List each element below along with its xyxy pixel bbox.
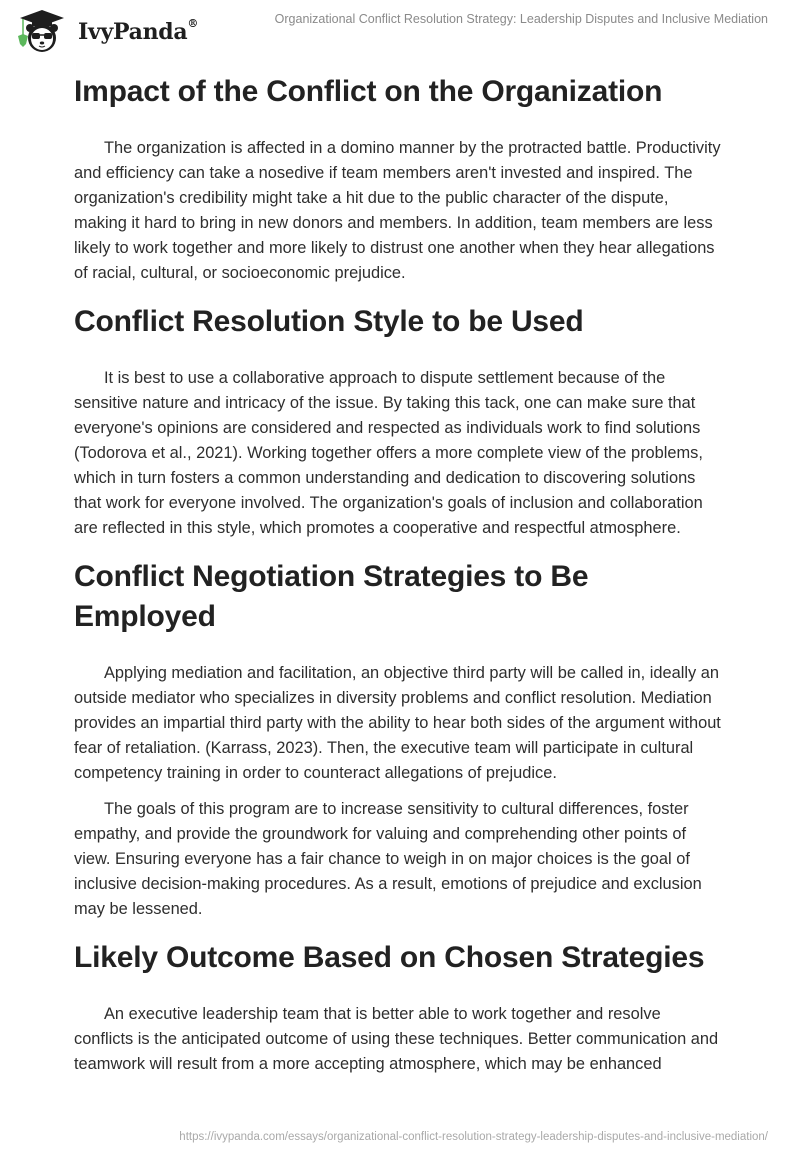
section-heading-likely-outcome: Likely Outcome Based on Chosen Strategies xyxy=(74,941,705,974)
section-heading-negotiation-strategies: Conflict Negotiation Strategies to Be Employed xyxy=(74,560,589,633)
section-heading-resolution-style: Conflict Resolution Style to be Used xyxy=(74,305,584,338)
paragraph: It is best to use a collaborative approach to dispute settlement because of the sensitive nature and intricacy of the issue. By taking this tack, one can make sure that everyone's opinions are considered and respected as individuals work to find solutions (Todorova et al., 2021). Working together offers a more complete view of the problems, which in turn fosters a common understanding and dedication to discovering solutions that work for everyone involved. The organization's goals of inclusion and collaboration are reflected in this style, which promotes a cooperative and respectful atmosphere. xyxy=(74,369,703,537)
panda-graduate-icon xyxy=(12,6,76,54)
page-header xyxy=(0,0,800,56)
source-url-link[interactable]: https://ivypanda.com/essays/organizational-conflict-resolution-strategy-leadership-disputes-and-inclusive-mediation/ xyxy=(179,1131,768,1143)
ivypanda-logo[interactable] xyxy=(12,6,198,54)
paragraph: Applying mediation and facilitation, an objective third party will be called in, ideally an outside mediator who specializes in diversity problems and conflict resolution. Mediation provides an impartial third party with the ability to hear both sides of the argument without fear of retaliation. (Karrass, 2023). Then, the executive team will participate in cultural competency training in order to counteract allegations of prejudice. xyxy=(74,664,721,782)
brand-name: IvyPanda® xyxy=(78,16,199,45)
paragraph: The goals of this program are to increase sensitivity to cultural differences, foster empathy, and provide the groundwork for valuing and comprehending other points of view. Ensuring everyone has a fair chance to weigh in on major choices is the goal of inclusive decision-making procedures. As a result, emotions of prejudice and exclusion may be lessened. xyxy=(74,800,702,918)
paragraph: An executive leadership team that is better able to work together and resolve conflicts is the anticipated outcome of using these techniques. Better communication and teamwork will result from a more accepting atmosphere, which may be enhanced xyxy=(74,1005,719,1073)
article-body xyxy=(74,68,724,1077)
section-heading-impact: Impact of the Conflict on the Organization xyxy=(74,75,663,108)
paragraph: The organization is affected in a domino manner by the protracted battle. Productivity and efficiency can take a nosedive if team members aren't invested and inspired. The organization's credibility might take a hit due to the public character of the dispute, making it hard to bring in new donors and members. In addition, team members are less likely to work together and more likely to distrust one another when they hear allegations of racial, cultural, or socioeconomic prejudice. xyxy=(74,139,721,282)
document-title: Organizational Conflict Resolution Strategy: Leadership Disputes and Inclusive Mediation xyxy=(274,12,768,26)
